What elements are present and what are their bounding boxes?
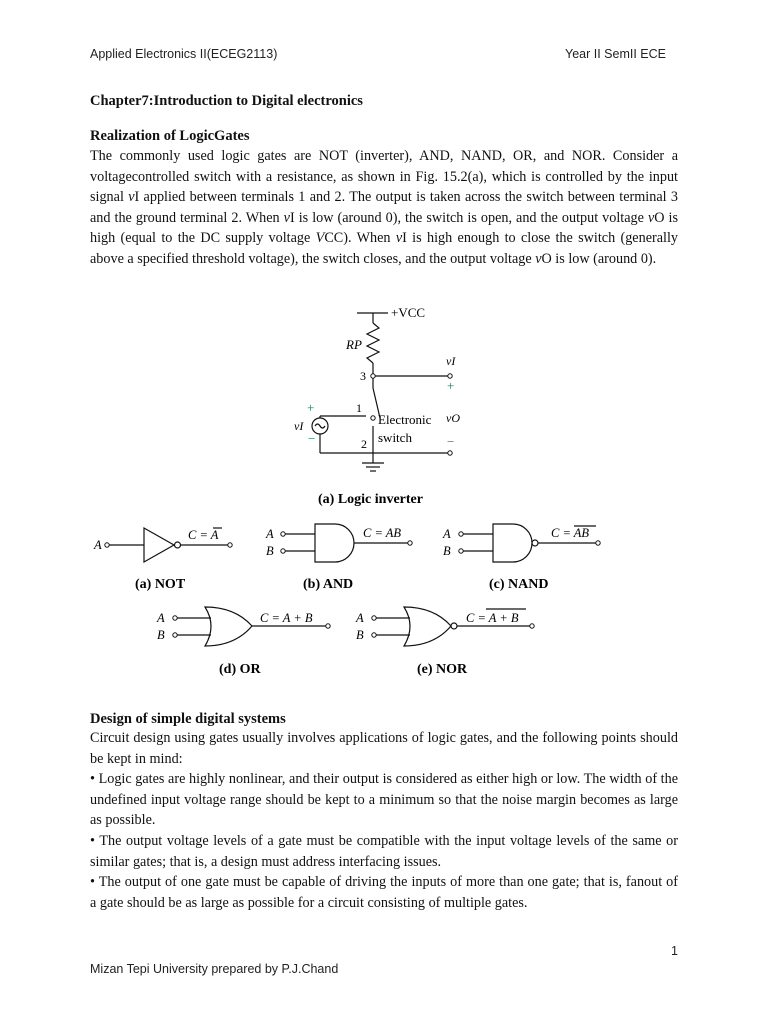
terminal bbox=[281, 549, 285, 553]
nor-bubble bbox=[451, 623, 457, 629]
or-output-label: C = A + B bbox=[260, 611, 313, 625]
resistor-rp bbox=[367, 323, 379, 363]
page-number: 1 bbox=[671, 944, 678, 958]
italic-symbol: v bbox=[128, 189, 135, 206]
italic-symbol: v bbox=[535, 250, 542, 267]
nand-gate-symbol bbox=[493, 524, 532, 562]
not-output-label: C = A bbox=[188, 528, 219, 542]
node3-label: 3 bbox=[360, 369, 366, 383]
header-year: Year II SemII ECE bbox=[565, 47, 666, 61]
not-caption: (a) NOT bbox=[135, 577, 186, 592]
terminal bbox=[408, 541, 412, 545]
text-run: I applied between terminals 1 and 2. The output is taken across the switch between terminal 3 and the ground terminal 2. When bbox=[90, 189, 678, 226]
vcc-label: +VCC bbox=[391, 305, 426, 320]
and-gate-symbol bbox=[315, 524, 354, 562]
nand-input-a-label: A bbox=[443, 527, 451, 541]
and-caption: (b) AND bbox=[303, 577, 354, 592]
vi-left-label: vI bbox=[294, 419, 304, 433]
section1-paragraph bbox=[90, 146, 678, 270]
or-caption: (d) OR bbox=[219, 662, 261, 677]
nand-input-b-label: B bbox=[443, 544, 451, 558]
terminal bbox=[173, 633, 177, 637]
text-run: CC). When bbox=[324, 230, 396, 247]
not-input-label: A bbox=[94, 538, 102, 552]
italic-symbol: v bbox=[283, 209, 290, 226]
or-input-b-label: B bbox=[157, 628, 165, 642]
output-ground-terminal bbox=[448, 451, 452, 455]
italic-symbol: v bbox=[395, 230, 403, 247]
not-gate-symbol bbox=[144, 528, 174, 562]
terminal bbox=[105, 543, 109, 547]
terminal bbox=[326, 624, 330, 628]
switch-label-line2: switch bbox=[378, 430, 412, 445]
node-1 bbox=[371, 416, 375, 420]
vo-label: vO bbox=[446, 411, 460, 425]
nand-output-label: C = AB bbox=[551, 526, 590, 540]
section-title-design: Design of simple digital systems bbox=[90, 711, 286, 727]
bullet-item: • Logic gates are highly nonlinear, and their output is considered as either high or low. The width of the undefined input voltage range should be kept to a minimum so that the noise margin becomes as large as possible. bbox=[90, 771, 678, 829]
nor-input-a-label: A bbox=[356, 611, 364, 625]
plus-output: + bbox=[447, 378, 455, 393]
terminal bbox=[459, 532, 463, 536]
node1-label: 1 bbox=[356, 401, 362, 415]
terminal bbox=[459, 549, 463, 553]
section-title-logic-gates: Realization of LogicGates bbox=[90, 128, 250, 144]
nand-caption: (c) NAND bbox=[489, 577, 549, 592]
plus-input: + bbox=[307, 400, 315, 415]
logic-gates-figure bbox=[90, 518, 678, 683]
italic-symbol: v bbox=[647, 209, 655, 226]
header-course: Applied Electronics II(ECEG2113) bbox=[90, 47, 278, 61]
text-run: O is low (around 0). bbox=[541, 250, 657, 267]
switch-label-line1: Electronic bbox=[378, 412, 432, 427]
sine-symbol bbox=[315, 424, 325, 428]
inverter-caption: (a) Logic inverter bbox=[318, 492, 423, 507]
bullet-item: • The output voltage levels of a gate must be compatible with the input voltage levels of the same or similar gates; that is, a design must address interfacing issues. bbox=[90, 832, 678, 870]
minus-input: − bbox=[308, 431, 316, 446]
vi-top-label: vI bbox=[446, 354, 456, 368]
terminal bbox=[281, 532, 285, 536]
logic-inverter-figure bbox=[280, 298, 500, 513]
terminal bbox=[530, 624, 534, 628]
section2-intro: Circuit design using gates usually involves applications of logic gates, and the following points should be kept in mind: bbox=[90, 730, 678, 767]
node2-label: 2 bbox=[361, 437, 367, 451]
nor-input-b-label: B bbox=[356, 628, 364, 642]
nor-caption: (e) NOR bbox=[417, 662, 468, 677]
terminal bbox=[372, 616, 376, 620]
rp-label: RP bbox=[346, 337, 362, 352]
italic-symbol: V bbox=[315, 230, 325, 247]
chapter-title: Chapter7:Introduction to Digital electronics bbox=[90, 93, 363, 109]
or-gate-symbol bbox=[205, 607, 252, 646]
text-run: O is high (equal to the DC supply voltage bbox=[90, 209, 678, 247]
terminal bbox=[173, 616, 177, 620]
terminal bbox=[228, 543, 232, 547]
text-run: I is high enough to close the switch (generally above a specified threshold voltage), the switch closes, and the output voltage bbox=[90, 230, 678, 267]
nor-gate-symbol bbox=[404, 607, 451, 646]
text-run: I is low (around 0), the switch is open, and the output voltage bbox=[289, 209, 648, 226]
text-run: The commonly used logic gates are NOT (inverter), AND, NAND, OR, and NOR. Consider a voltagecontrolled switch with a resistance, as shown in Fig. 15.2(a), which is controlled by the input signal bbox=[90, 148, 678, 206]
nor-output-label: C = A + B bbox=[466, 611, 519, 625]
minus-output: − bbox=[447, 434, 455, 449]
or-input-a-label: A bbox=[157, 611, 165, 625]
footer-text: Mizan Tepi University prepared by P.J.Chand bbox=[90, 962, 339, 976]
not-bubble bbox=[175, 542, 181, 548]
and-input-b-label: B bbox=[266, 544, 274, 558]
nand-bubble bbox=[532, 540, 538, 546]
terminal bbox=[596, 541, 600, 545]
node-3 bbox=[371, 374, 375, 378]
bullet-item: • The output of one gate must be capable of driving the inputs of more than one gate; that is, fanout of a gate should be as large as possible for a circuit consisting of multiple gates. bbox=[90, 874, 678, 911]
and-output-label: C = AB bbox=[363, 526, 402, 540]
paragraph-text bbox=[90, 146, 678, 270]
terminal bbox=[372, 633, 376, 637]
section2-body bbox=[90, 728, 678, 913]
and-input-a-label: A bbox=[266, 527, 274, 541]
